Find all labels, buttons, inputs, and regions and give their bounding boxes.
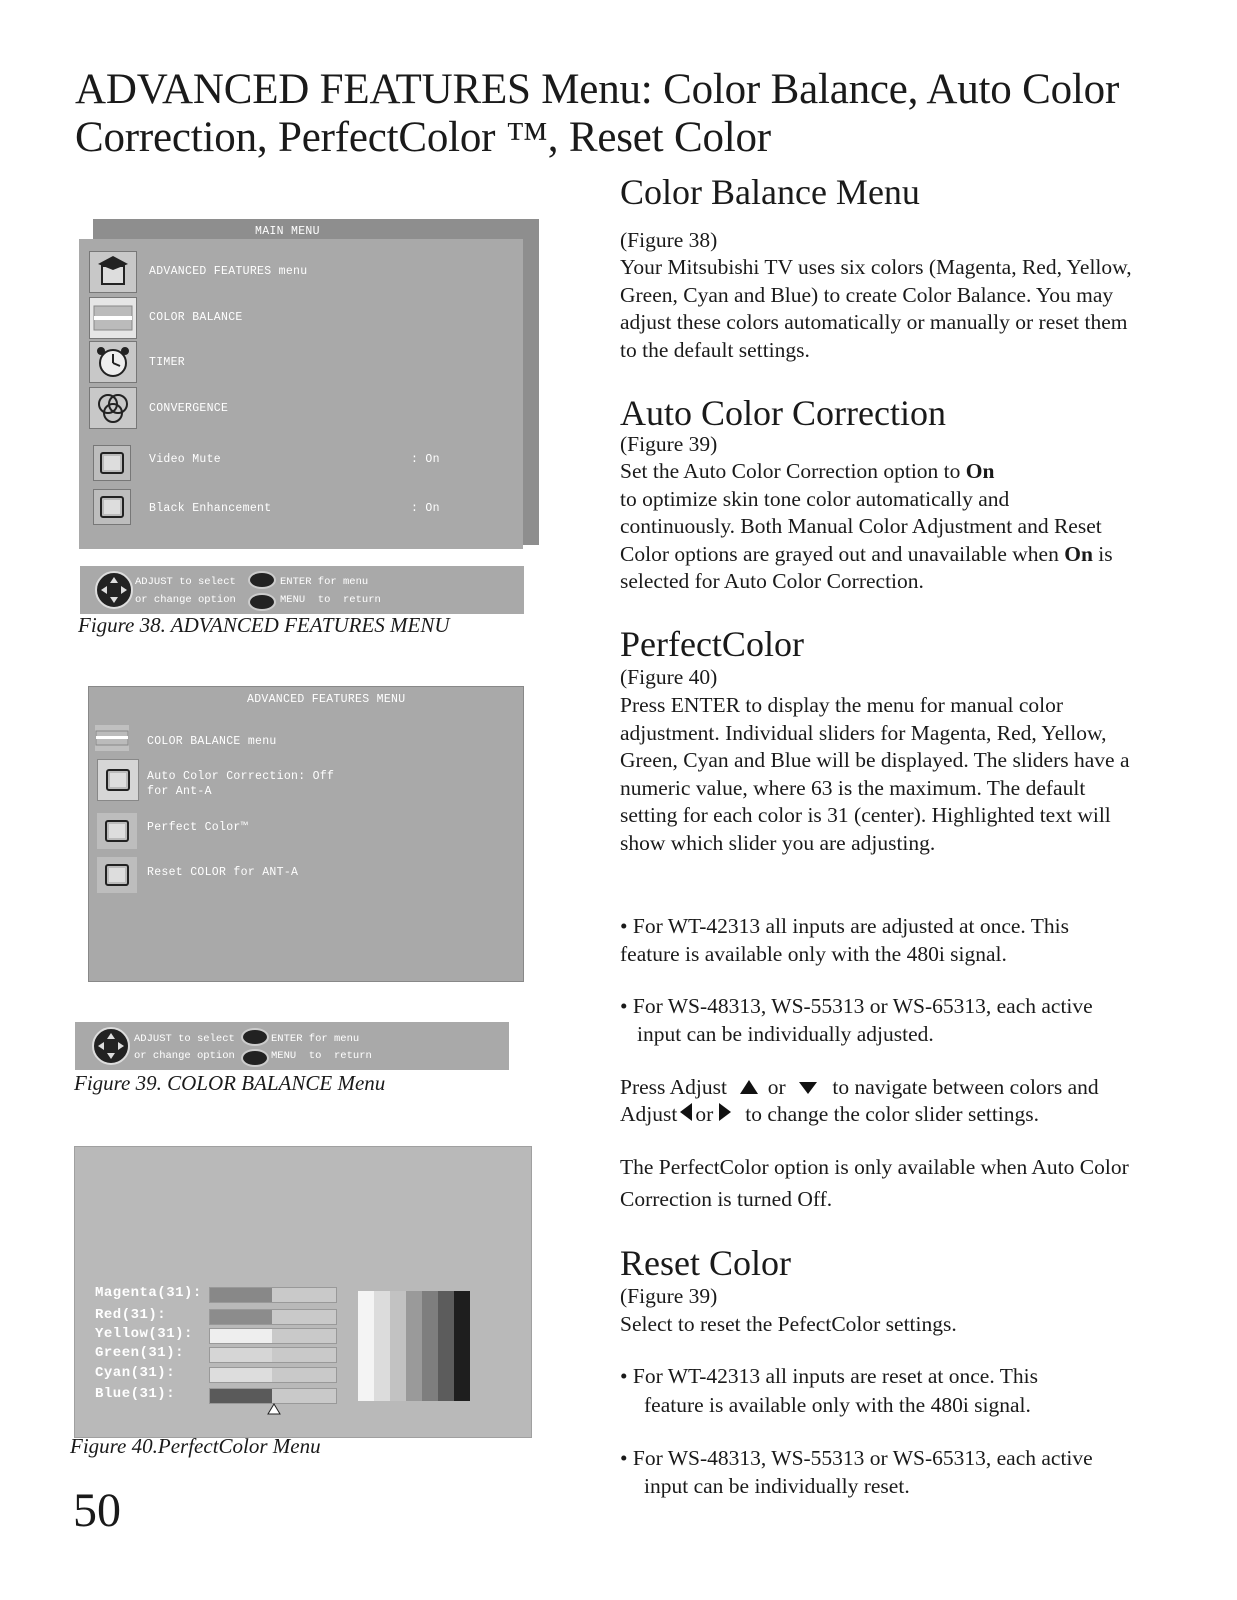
figure-40-caption-text: PerfectColor Menu (157, 1434, 321, 1458)
menu-item-black-enhancement-value: : On (411, 502, 440, 515)
color-slider-fill (210, 1310, 272, 1324)
auto-color-on-2: On (1064, 541, 1093, 566)
figure-40-caption-prefix: Figure 40. (70, 1434, 158, 1458)
nav-adjust-line1: ADJUST to select (135, 576, 236, 588)
auto-color-body (620, 458, 1120, 596)
nav-menu: MENU to return (271, 1050, 372, 1062)
nav-menu: MENU to return (280, 594, 381, 606)
gray-bar (406, 1291, 422, 1401)
main-menu-screen (79, 239, 523, 549)
menu-item-advanced-features: ADVANCED FEATURES menu (149, 265, 308, 278)
slider-label: Blue(31): (95, 1386, 176, 1402)
tv-icon-glyph (105, 820, 129, 842)
tv-icon-glyph (100, 452, 124, 474)
graduation-cap-icon (89, 251, 137, 293)
adjust-line-1-a: Press Adjust (620, 1075, 727, 1099)
color-slider-fill (210, 1348, 272, 1362)
figure-39-nav-bar (75, 1022, 509, 1070)
gray-bar (390, 1291, 406, 1401)
slider-label: Green(31): (95, 1345, 185, 1361)
tv-icon-glyph (105, 864, 129, 886)
gray-bar (358, 1291, 374, 1401)
auto-color-text-3: is selected for Auto Color Correction. (620, 541, 1113, 594)
perfect-color-screen (74, 1146, 532, 1438)
joystick-icon (92, 1027, 130, 1065)
perfect-color-body: Press ENTER to display the menu for manual color adjustment. Individual sliders for Magenta, Red, Yellow, Green, Cyan and Blue will be displayed. The sliders have a numeric value, where 63 is the maximum. The default setting for each color is 31 (center). Highlighted text will show which slider you are adjusting. (620, 693, 1130, 855)
triangle-right-icon (719, 1103, 731, 1121)
gray-bar (454, 1291, 470, 1401)
auto-color-text-1: Set the Auto Color Correction option to (620, 459, 966, 483)
color-balance-icon (89, 297, 137, 339)
adjust-line-2 (620, 1100, 1160, 1128)
color-slider-fill (210, 1368, 272, 1382)
figure-ref-39b: (Figure 39) (620, 1284, 718, 1308)
adjust-line-2-c: to change the color slider settings. (745, 1102, 1040, 1126)
triangle-left-icon (680, 1103, 692, 1121)
menu-item-convergence: CONVERGENCE (149, 402, 229, 415)
auto-color-on-1: On (965, 459, 995, 483)
page-number: 50 (73, 1484, 121, 1537)
nav-adjust-line1: ADJUST to select (134, 1033, 235, 1045)
menu-item-video-mute: Video Mute (149, 453, 222, 466)
adjust-line-2-b: or (695, 1102, 714, 1126)
slider-area (93, 1285, 353, 1425)
menu-button-icon (241, 1049, 269, 1067)
nav-adjust-line2: or change option (134, 1050, 235, 1062)
slider-label: Red(31): (95, 1307, 167, 1323)
figure-ref-40: (Figure 40) (620, 665, 718, 689)
convergence-icon (89, 387, 137, 429)
section-heading-perfect-color: PerfectColor (620, 624, 804, 664)
nav-enter: ENTER for menu (280, 576, 369, 588)
enter-button-icon (248, 571, 276, 589)
menu-item-color-balance: COLOR BALANCE (149, 311, 243, 324)
figure-40-caption (70, 1434, 321, 1459)
color-slider-fill (210, 1329, 272, 1343)
reset-bullet-1a: • For WT-42313 all inputs are reset at once. This (620, 1364, 1038, 1388)
color-slider-fill (210, 1389, 272, 1403)
figure-38-caption: Figure 38. ADVANCED FEATURES MENU (78, 613, 450, 637)
advanced-features-title: ADVANCED FEATURES MENU (247, 693, 406, 706)
perfect-color-bullet-2b: input can be individually adjusted. (637, 1022, 934, 1046)
menu-item-reset-color: Reset COLOR for ANT-A (147, 866, 299, 879)
gray-scale-bars (358, 1291, 472, 1401)
tv-icon-glyph (106, 769, 130, 791)
menu-item-auto-color-correction: Auto Color Correction: Off (147, 770, 335, 783)
perfect-color-bullet-1: • For WT-42313 all inputs are adjusted at once. This feature is available only with the 480i signal. (620, 914, 1070, 966)
tv-icon (97, 759, 139, 801)
figure-39-caption: Figure 39. COLOR BALANCE Menu (74, 1071, 386, 1095)
triangle-down-icon (799, 1082, 817, 1094)
menu-item-timer: TIMER (149, 356, 186, 369)
gray-bar (374, 1291, 390, 1401)
slider-label: Yellow(31): (95, 1326, 193, 1342)
slider-label: Magenta(31): (95, 1285, 202, 1301)
menu-item-auto-color-correction-sub: for Ant-A (147, 785, 212, 798)
color-slider[interactable] (209, 1287, 337, 1303)
menu-item-perfect-color: Perfect Color™ (147, 821, 248, 834)
triangle-up-icon (267, 1402, 281, 1420)
joystick-icon (95, 571, 133, 609)
figure-ref-39: (Figure 39) (620, 432, 718, 456)
reset-bullet-2a: • For WS-48313, WS-55313 or WS-65313, each active (620, 1446, 1093, 1470)
enter-button-icon (241, 1028, 269, 1046)
nav-adjust-line2: or change option (135, 594, 236, 606)
adjust-line-1-c: to navigate between colors and (832, 1075, 1099, 1099)
tv-icon (93, 489, 131, 525)
adjust-line-2-a: Adjust (620, 1102, 678, 1126)
color-balance-icon (95, 725, 129, 751)
section-heading-auto-color-correction: Auto Color Correction (620, 393, 946, 433)
color-slider[interactable] (209, 1328, 337, 1344)
menu-button-icon (248, 593, 276, 611)
color-slider-fill (210, 1288, 272, 1302)
gray-bar (438, 1291, 454, 1401)
menu-item-color-balance: COLOR BALANCE menu (147, 735, 277, 748)
tv-icon (97, 857, 137, 893)
reset-bullet-2b: input can be individually reset. (644, 1474, 910, 1498)
figure-ref-38: (Figure 38) (620, 228, 718, 252)
section-heading-color-balance: Color Balance Menu (620, 172, 920, 212)
tv-icon (93, 445, 131, 481)
color-balance-body: Your Mitsubishi TV uses six colors (Magenta, Red, Yellow, Green, Cyan and Blue) to create Color Balance. You may adjust these colors automatically or manually or reset them to the default settings. (620, 255, 1132, 362)
reset-bullet-1b: feature is available only with the 480i signal. (644, 1393, 1031, 1417)
section-heading-reset-color: Reset Color (620, 1243, 791, 1283)
figure-38-nav-bar (80, 566, 524, 614)
gray-bar (422, 1291, 438, 1401)
advanced-features-screen (88, 686, 524, 982)
slider-label: Cyan(31): (95, 1365, 176, 1381)
tv-icon (97, 813, 137, 849)
page-title: ADVANCED FEATURES Menu: Color Balance, Auto Color Correction, PerfectColor ™, Reset Color (75, 66, 1120, 161)
color-slider[interactable] (209, 1309, 337, 1325)
auto-color-text-2: to optimize skin tone color automatically and continuously. Both Manual Color Adjustment and Reset Color options are grayed out and unavailable when (620, 486, 1102, 566)
main-menu-title: MAIN MENU (255, 225, 320, 238)
triangle-up-icon (740, 1080, 758, 1094)
adjust-line-1 (620, 1073, 1160, 1101)
alarm-clock-icon (89, 341, 137, 383)
figure-38 (79, 219, 539, 551)
tv-icon-glyph (100, 496, 124, 518)
color-slider[interactable] (209, 1347, 337, 1363)
adjust-line-1-b: or (767, 1075, 786, 1099)
menu-item-video-mute-value: : On (411, 453, 440, 466)
color-slider[interactable] (209, 1367, 337, 1383)
perfect-color-note: The PerfectColor option is only available when Auto Color Correction is turned Off. (620, 1155, 1129, 1211)
perfect-color-bullet-2a: • For WS-48313, WS-55313 or WS-65313, each active (620, 994, 1093, 1018)
menu-item-black-enhancement: Black Enhancement (149, 502, 272, 515)
reset-color-body: Select to reset the PefectColor settings. (620, 1312, 957, 1336)
nav-enter: ENTER for menu (271, 1033, 360, 1045)
